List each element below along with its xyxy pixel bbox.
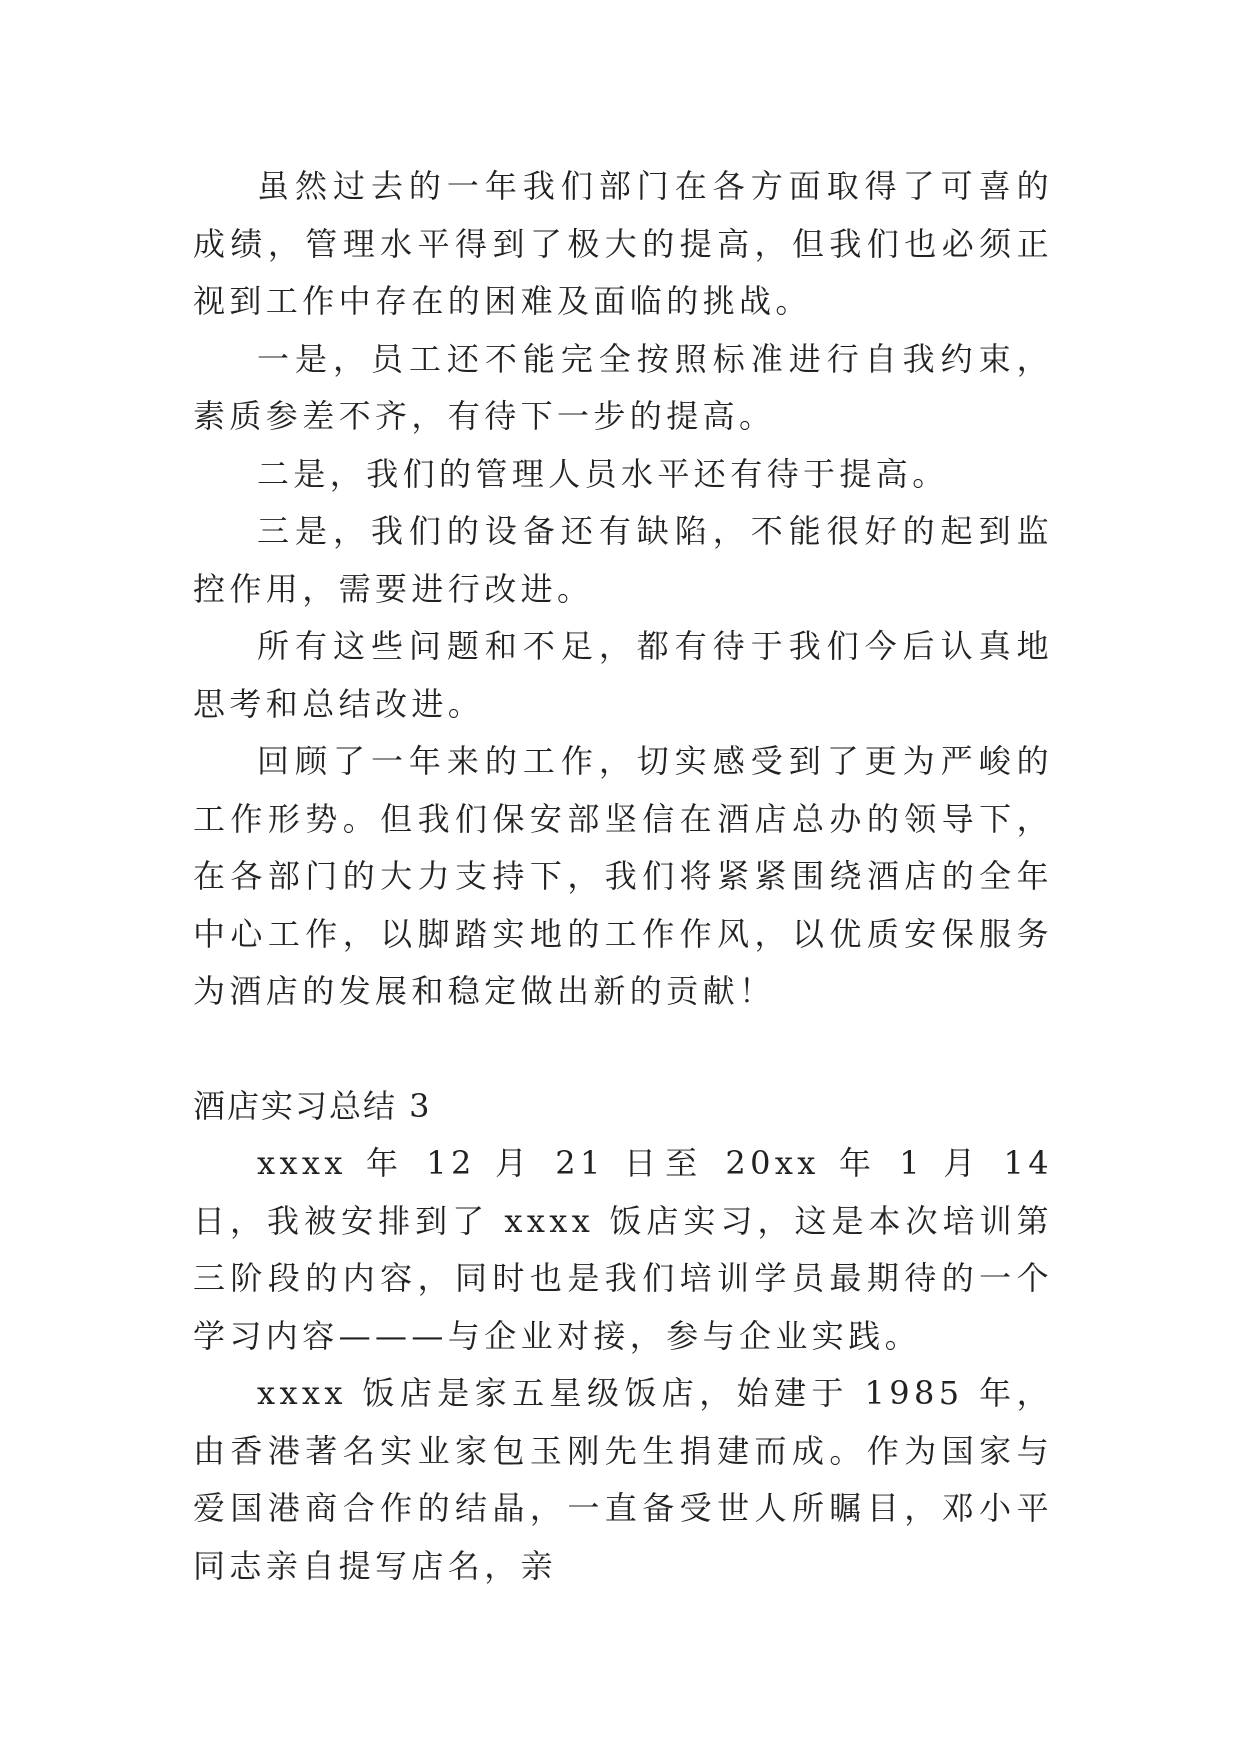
paragraph: 所有这些问题和不足，都有待于我们今后认真地思考和总结改进。 xyxy=(193,627,1053,723)
document-body xyxy=(193,158,1053,1595)
paragraph: 三是，我们的设备还有缺陷，不能很好的起到监控作用，需要进行改进。 xyxy=(193,512,1053,608)
paragraph: 回顾了一年来的工作，切实感受到了更为严峻的工作形势。但我们保安部坚信在酒店总办的领导下，在各部门的大力支持下，我们将紧紧围绕酒店的全年中心工作，以脚踏实地的工作作风，以优质安保服务为酒店的发展和稳定做出新的贡献！ xyxy=(193,742,1053,1010)
paragraph: 二是，我们的管理人员水平还有待于提高。 xyxy=(257,454,949,493)
section-title: 酒店实习总结 3 xyxy=(193,1086,432,1125)
section-gap xyxy=(193,1021,1053,1078)
paragraph: xxxx 年 12 月 21 日至 20xx 年 1 月 14 日，我被安排到了 xxxx 饭店实习，这是本次培训第三阶段的内容，同时也是我们培训学员最期待的一个学习内容———与企业对接，参与企业实践。 xyxy=(193,1144,1053,1355)
paragraph: 一是，员工还不能完全按照标准进行自我约束，素质参差不齐，有待下一步的提高。 xyxy=(193,339,1053,435)
paragraph: 虽然过去的一年我们部门在各方面取得了可喜的成绩，管理水平得到了极大的提高，但我们也必须正视到工作中存在的困难及面临的挑战。 xyxy=(193,167,1053,320)
paragraph: xxxx 饭店是家五星级饭店，始建于 1985 年，由香港著名实业家包玉刚先生捐建而成。作为国家与爱国港商合作的结晶，一直备受世人所瞩目，邓小平同志亲自提写店名，亲 xyxy=(193,1374,1053,1585)
